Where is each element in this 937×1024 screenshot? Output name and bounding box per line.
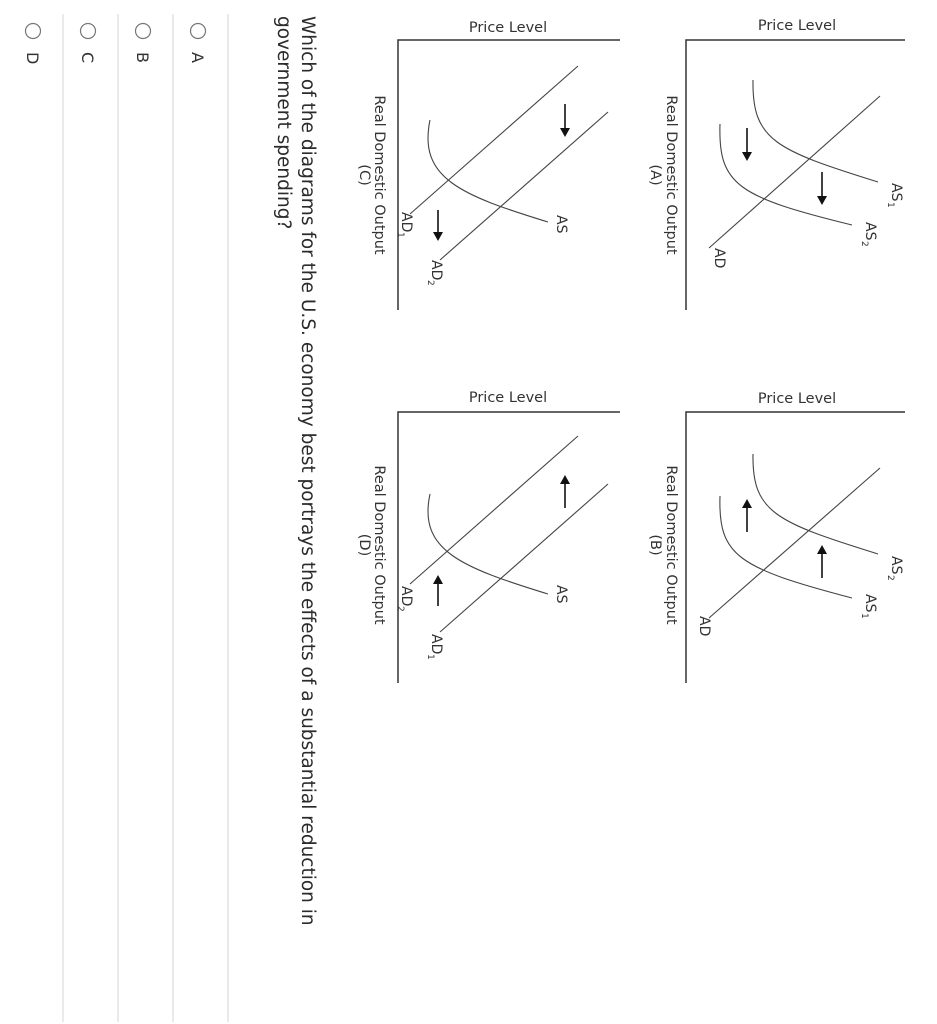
x-axis-label: Real Domestic Output: [663, 95, 679, 255]
option-label-c: C: [78, 52, 97, 64]
arrow-up-icon: [742, 499, 752, 532]
axes: [686, 40, 905, 310]
curve-label-base: AD: [398, 212, 414, 233]
as-curve: [428, 494, 548, 594]
curve-label-sub: 1: [859, 613, 869, 619]
curve-label-base: AS: [888, 556, 904, 575]
x-axis-label: Real Domestic Output: [663, 465, 679, 625]
ad1-line: [440, 484, 608, 632]
x-axis-label: Real Domestic Output: [371, 465, 387, 625]
as1-label: [859, 594, 878, 619]
option-hit-area[interactable]: [65, 14, 117, 1022]
arrow-down-icon: [433, 210, 443, 241]
diagram-caption: (B): [647, 534, 663, 556]
arrow-down-icon: [817, 172, 827, 205]
curve-label-base: AD: [428, 634, 444, 655]
option-hit-area[interactable]: [10, 14, 62, 1022]
radio-button-c[interactable]: [81, 24, 96, 39]
ad2-label: [425, 260, 444, 286]
y-axis-label: Price Level: [468, 20, 548, 36]
ad2-line: [440, 112, 608, 260]
ad1-line: [410, 66, 578, 214]
y-axis-label: Price Level: [757, 391, 837, 407]
diagram-caption: (A): [647, 164, 663, 186]
y-axis-label: Price Level: [757, 18, 837, 34]
diagram-caption: (C): [356, 164, 372, 186]
option-b[interactable]: [120, 14, 172, 1022]
as-curve: [428, 120, 548, 222]
ad-label: [711, 248, 727, 268]
option-d[interactable]: [10, 14, 62, 1022]
arrow-down-icon: [742, 128, 752, 161]
diagram-d: [356, 390, 620, 683]
curve-label-base: AD: [398, 586, 414, 607]
as1-curve: [720, 496, 852, 598]
option-label-a: A: [188, 52, 207, 63]
as-label: [553, 585, 569, 604]
as2-label: [885, 556, 904, 581]
diagram-caption: (D): [356, 533, 372, 557]
curve-label-sub: 2: [425, 280, 435, 286]
curve-label-base: AS: [862, 594, 878, 613]
curve-label-sub: 2: [859, 241, 869, 247]
y-axis-label: Price Level: [468, 390, 548, 406]
as1-label: [885, 183, 904, 208]
radio-button-d[interactable]: [26, 24, 41, 39]
curve-label-base: AS: [553, 585, 569, 604]
ad2-line: [410, 436, 578, 584]
question-text-line2: government spending?: [273, 16, 294, 230]
curve-label-sub: 1: [885, 202, 895, 208]
as1-curve: [753, 80, 878, 182]
option-hit-area[interactable]: [175, 14, 227, 1022]
arrow-up-icon: [433, 575, 443, 606]
as-label: [553, 215, 569, 234]
ad-label: [696, 616, 712, 636]
curve-label-sub: 2: [885, 575, 895, 581]
ad1-label: [425, 634, 444, 660]
radio-button-b[interactable]: [136, 24, 151, 39]
ad-line: [709, 96, 880, 248]
arrow-up-icon: [560, 475, 570, 508]
x-axis-label: Real Domestic Output: [371, 95, 387, 255]
curve-label-base: AD: [711, 248, 727, 269]
curve-label-base: AS: [888, 183, 904, 202]
ad-line: [709, 468, 880, 618]
curve-label-base: AS: [862, 222, 878, 241]
radio-button-a[interactable]: [191, 24, 206, 39]
option-c[interactable]: [65, 14, 117, 1022]
diagram-a: [647, 18, 905, 310]
curve-label-sub: 1: [425, 654, 435, 660]
curve-label-sub: 1: [395, 232, 405, 238]
option-label-b: B: [133, 52, 152, 63]
curve-label-base: AD: [696, 616, 712, 637]
diagram-b: [647, 391, 905, 683]
option-label-d: D: [23, 52, 42, 65]
curve-label-base: AS: [553, 215, 569, 234]
axes: [686, 412, 905, 683]
as2-label: [859, 222, 878, 247]
as2-curve: [753, 454, 878, 554]
option-hit-area[interactable]: [120, 14, 172, 1022]
curve-label-sub: 2: [395, 606, 405, 612]
diagram-c: [356, 20, 620, 310]
arrow-down-icon: [560, 104, 570, 137]
curve-label-base: AD: [428, 260, 444, 281]
question-text-line1: Which of the diagrams for the U.S. economy best portrays the effects of a substantial reduction in: [297, 16, 318, 926]
arrow-up-icon: [817, 545, 827, 578]
option-a[interactable]: [175, 14, 227, 1022]
